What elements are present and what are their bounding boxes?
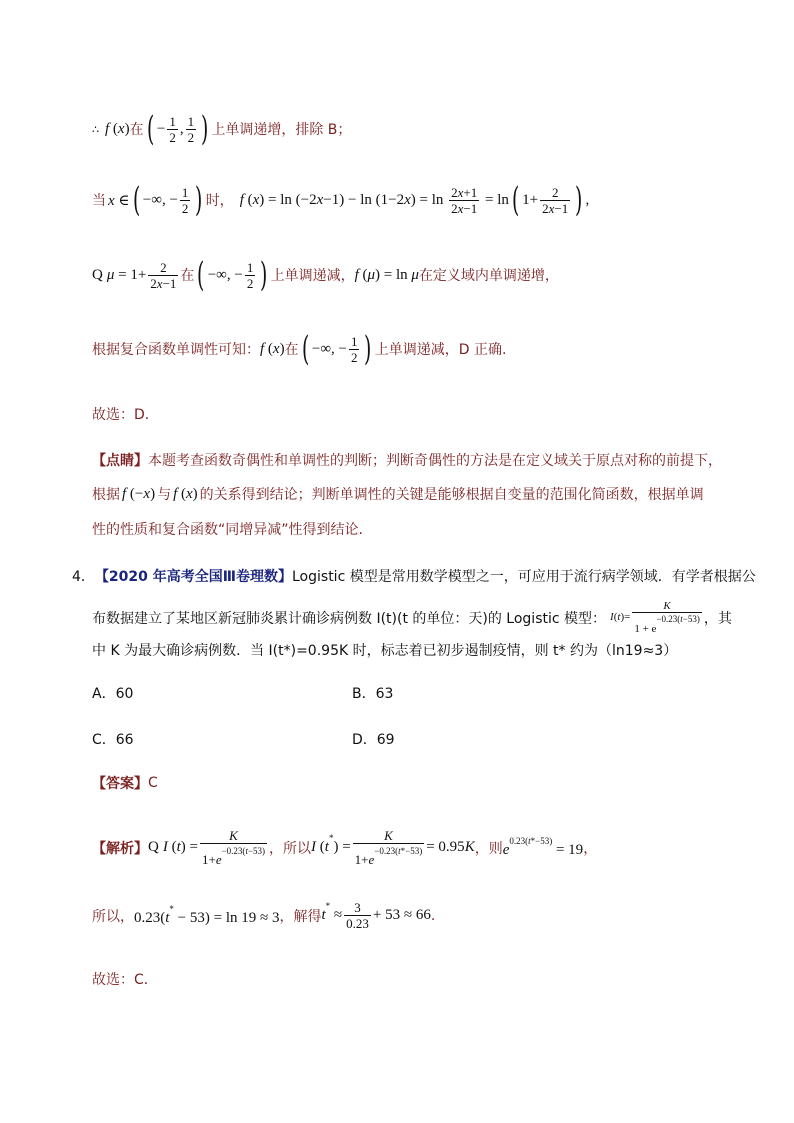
end-line <box>92 969 158 989</box>
math-expr-2: f (x) = ln (−2x−1) − ln (1−2x) = ln $\frac{2x+1}{2x-1}$ = ln <box>239 184 509 216</box>
text-zai: 在 <box>129 122 144 138</box>
q4-text-1: Logistic 模型是常用数学模型之一，可应用于流行病学领域．有学者根据公 <box>292 569 756 585</box>
math-cond: x ∈ <box>108 192 130 209</box>
line-4: 根据复合函数单调性可知： f (x) 在 ( −∞, − $\frac{1}{2}$ ) 上单调递减，D 正确. <box>92 329 507 369</box>
line-8 <box>92 519 363 539</box>
text-l7-3: 的关系得到结论；判断单调性的关键是能够根据自变量的范围化简函数，根据单调 <box>199 487 704 503</box>
text-l8: 性的性质和复合函数“同增异减”性得到结论. <box>92 522 363 538</box>
text-zai-3: 在 <box>180 268 195 284</box>
so-line <box>92 900 435 931</box>
q4-text-2a: 布数据建立了某地区新冠肺炎累计确诊病例数 I(t)(t 的单位：天)的 Logistic 模型： <box>92 610 607 627</box>
answer-tag: 【答案】 <box>92 776 148 792</box>
so-e2: t* ≈ $\frac{3}{0.23}$ + 53 ≈ 66 <box>321 900 431 931</box>
text-l7-2: 与 <box>157 487 172 503</box>
analysis-e3: $e^{0.23(t*-53)} = 19$ <box>502 836 584 858</box>
q-symbol-2: Q <box>148 839 159 855</box>
text-shi: 时， <box>205 193 234 209</box>
q4-line-3 <box>92 640 677 660</box>
text-l3-2: 在定义域内单调递增， <box>418 268 559 284</box>
so-t1: 所以， <box>92 908 134 925</box>
analysis-t1: ，所以 <box>269 840 312 857</box>
line-5 <box>92 404 159 424</box>
math-inner: 1+ $\frac{2}{2x-1}$ <box>522 184 569 216</box>
analysis-e2: I (t*) = $\frac{K}{1+e^{-0.23(t*-53)}}$ = 0.95K <box>311 828 475 867</box>
q4-number: 4． <box>72 569 95 585</box>
text-dang: 当 <box>92 193 106 209</box>
math-fx-7: f (x) <box>173 485 198 502</box>
text-zai-4: 在 <box>284 342 299 358</box>
math-interval: − $\frac{1}{2}$ , $\frac{1}{2}$ <box>156 113 195 145</box>
math-interval-4: −∞, − $\frac{1}{2}$ <box>311 333 358 365</box>
line-1: ∴ f (x) 在 ( − $\frac{1}{2}$ , $\frac{1}{2}$ ) 上单调递增，排除 B； <box>92 109 352 149</box>
text-l6: 本题考查函数奇偶性和单调性的判断；判断奇偶性的方法是在定义域关于原点对称的前提下， <box>148 453 722 469</box>
q4-text-3: 中 K 为最大确诊病例数．当 I(t*)=0.95K 时，标志着已初步遏制疫情，则 t* 约为（ln19≈3） <box>92 643 678 659</box>
answer-line <box>92 773 158 793</box>
text-l7-1: 根据 <box>92 487 120 503</box>
analysis-tag: 【解析】 <box>92 840 148 857</box>
line-7 <box>92 484 704 504</box>
line-2: 当 x ∈ ( −∞, − $\frac{1}{2}$ ) 时， f (x) = ln (−2x−1) − ln (1−2x) = ln $\frac{2x+1}{2x-1}$ = ln ( 1+ $\frac{2}{2x-1}$ ) , <box>92 180 590 220</box>
q4-line-1 <box>72 566 756 586</box>
q4-model: I(t)= $\frac{K}{1 + e^{-0.23(t-53)}}$ <box>610 600 700 635</box>
option-b: B．63 <box>352 686 394 702</box>
math-fx: f (x) <box>105 120 130 137</box>
math-fmu: f (μ) = ln μ <box>354 266 419 283</box>
text-l4-2: 上单调递减，D 正确. <box>374 342 507 358</box>
so-t3: . <box>430 907 436 924</box>
math-mu: μ = 1+ $\frac{2}{2x-1}$ <box>106 259 177 291</box>
text-l1: 上单调递增，排除 B； <box>211 122 352 138</box>
q4-source: 【2020 年高考全国Ⅲ卷理数】 <box>94 569 292 585</box>
analysis-e1: I (t) = $\frac{K}{1+e^{-0.23(t-53)}}$ <box>162 828 266 867</box>
math-interval-2: −∞, − $\frac{1}{2}$ <box>142 184 189 216</box>
q4-text-2b: ，其 <box>703 610 732 627</box>
option-d: D．69 <box>352 732 395 748</box>
text-l4-1: 根据复合函数单调性可知： <box>92 342 260 358</box>
answer-value: C <box>148 775 158 791</box>
q4-line-2 <box>92 600 732 635</box>
math-fx-4: f (x) <box>260 340 285 357</box>
option-a: A．60 <box>92 686 134 702</box>
line-6 <box>92 450 722 470</box>
text-l3-1: 上单调递减， <box>270 268 355 284</box>
math-interval-3: −∞, − $\frac{1}{2}$ <box>207 259 254 291</box>
end-text: 故选：C． <box>92 972 158 988</box>
text-l5: 故选：D． <box>92 407 159 423</box>
analysis-line <box>92 828 597 867</box>
line-3: Q μ = 1+ $\frac{2}{2x-1}$ 在 ( −∞, − $\frac{1}{2}$ ) 上单调递减， f (μ) = ln μ 在定义域内单调递增， <box>92 255 559 295</box>
math-f-negx: f (−x) <box>122 485 156 502</box>
option-c: C．66 <box>92 732 134 748</box>
therefore-symbol: ∴ <box>92 123 99 136</box>
so-t2: ，解得 <box>279 908 322 925</box>
analysis-t3: ， <box>583 840 598 857</box>
so-e1: 0.23(t* − 53) = ln 19 ≈ 3 <box>134 904 280 926</box>
tag-dianjing: 【点睛】 <box>92 453 148 469</box>
analysis-t2: ，则 <box>474 840 503 857</box>
q-symbol: Q <box>92 266 103 283</box>
